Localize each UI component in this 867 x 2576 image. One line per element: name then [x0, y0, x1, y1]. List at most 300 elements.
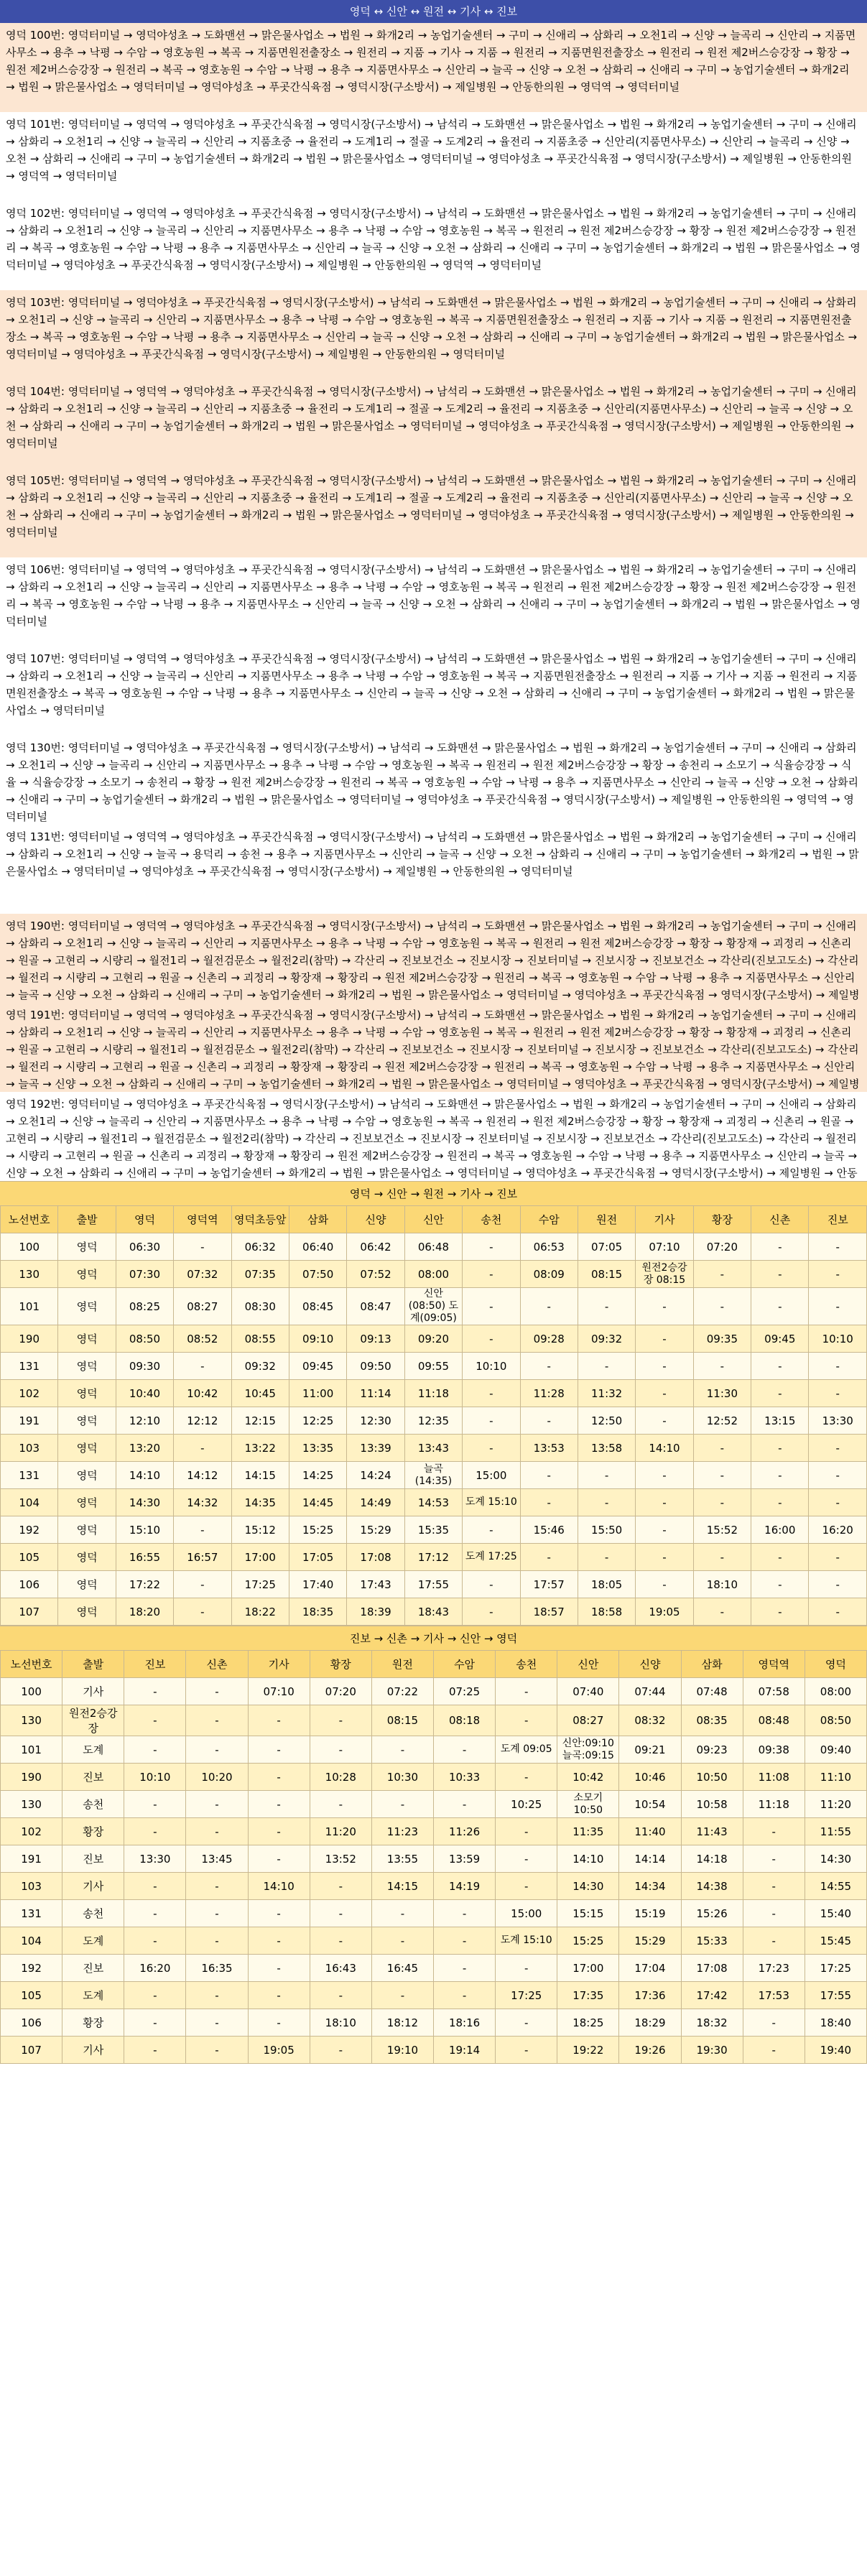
table-cell: - — [124, 1736, 186, 1764]
table-cell: - — [693, 1462, 751, 1489]
table-cell: 13:15 — [751, 1407, 809, 1435]
table-cell: 18:57 — [520, 1598, 578, 1626]
table-cell: 11:14 — [347, 1380, 404, 1407]
table-cell: 07:10 — [248, 1678, 310, 1705]
table-cell: 11:08 — [743, 1764, 805, 1791]
table-cell: 15:00 — [496, 1900, 557, 1927]
table-cell: 07:40 — [557, 1678, 619, 1705]
table-cell: 08:27 — [174, 1288, 231, 1325]
table-cell: 17:04 — [619, 1955, 681, 1982]
table-row — [1, 1736, 867, 1764]
table-cell: 07:20 — [693, 1233, 751, 1261]
table-cell: 15:50 — [578, 1516, 635, 1544]
table-cell: - — [693, 1288, 751, 1325]
table-cell: 10:42 — [174, 1380, 231, 1407]
table-cell: - — [248, 1927, 310, 1955]
column-header: 삼화 — [289, 1206, 346, 1233]
table-cell: 07:25 — [433, 1678, 495, 1705]
route-description: 영덕 105번: 영덕터미널 → 영덕역 → 영덕야성초 → 푸곳간식육점 → 영덕시장(구소방서) → 남석리 → 도화맨션 → 맑은물사업소 → 법원 → 화개2리 → 농업기술센터 → 구미 → 신애리 → 삼화리 → 오천1리 → 신양 → 늘곡리 → 신안리 → 지품초중 → 율전리 → 도계1리 → 절골 → 도계2리 → 율전리 → 지품초중 → 신안리(지품면사무소) → 신안리 → 늘곡 → 신양 → 오천 → 삼화리 → 신애리 → 구미 → 농업기술센터 → 화개2리 → 법원 → 맑은물사업소 → 영덕터미널 → 영덕야성초 → 푸곳간식육점 → 영덕시장(구소방서) → 제일병원 → 안동한의원 → 영덕터미널 — [0, 468, 867, 557]
table-cell: 18:10 — [693, 1571, 751, 1598]
table-cell: 14:45 — [289, 1489, 346, 1516]
table-cell: - — [743, 1873, 805, 1900]
column-header: 황장 — [693, 1206, 751, 1233]
table-cell: 12:35 — [404, 1407, 462, 1435]
route-description: 영덕 107번: 영덕터미널 → 영덕역 → 영덕야성초 → 푸곳간식육점 → 영덕시장(구소방서) → 남석리 → 도화맨션 → 맑은물사업소 → 법원 → 화개2리 → 농업기술센터 → 구미 → 신애리 → 삼화리 → 오천1리 → 신양 → 늘곡리 → 신안리 → 지품면사무소 → 용추 → 낙평 → 수암 → 영호농원 → 복곡 → 지품면원전출장소 → 원전리 → 지품 → 기사 → 지품 → 원전리 → 지품면원전출장소 → 복곡 → 영호농원 → 수암 → 낙평 → 용추 → 지품면사무소 → 신안리 → 늘곡 → 신양 → 오천 → 삼화리 → 신애리 → 구미 → 농업기술센터 → 화개2리 → 법원 → 맑은물사업소 → 영덕터미널 — [0, 647, 867, 736]
table-cell: - — [751, 1380, 809, 1407]
table-cell: 13:20 — [116, 1435, 173, 1462]
table-cell: - — [636, 1325, 693, 1353]
table-cell: 09:40 — [805, 1736, 866, 1764]
column-header: 영덕 — [116, 1206, 173, 1233]
table-cell: 13:58 — [578, 1435, 635, 1462]
table-cell: 09:38 — [743, 1736, 805, 1764]
table-cell: 10:42 — [557, 1764, 619, 1791]
table-cell: 10:25 — [496, 1791, 557, 1818]
table-cell: 18:29 — [619, 2009, 681, 2037]
column-header: 영덕역 — [174, 1206, 231, 1233]
table-cell: 14:35 — [231, 1489, 289, 1516]
table-row — [1, 1900, 867, 1927]
table-cell: - — [124, 1705, 186, 1736]
table-cell: 19:05 — [636, 1598, 693, 1626]
table-cell: 19:14 — [433, 2037, 495, 2064]
table-cell: 130 — [1, 1705, 62, 1736]
table-cell: 도계 15:10 — [496, 1927, 557, 1955]
table-cell: 100 — [1, 1678, 62, 1705]
table-cell: 13:30 — [809, 1407, 867, 1435]
table-cell: 13:45 — [186, 1845, 248, 1873]
table-cell: - — [578, 1288, 635, 1325]
table-cell: 106 — [1, 2009, 62, 2037]
table-cell: - — [433, 1927, 495, 1955]
table-cell: - — [809, 1544, 867, 1571]
table-cell: - — [693, 1598, 751, 1626]
table-cell: 19:30 — [681, 2037, 743, 2064]
table-cell: 17:25 — [805, 1955, 866, 1982]
table-cell: 진보 — [62, 1955, 124, 1982]
column-header: 영덕초등앞 — [231, 1206, 289, 1233]
table-cell: 15:35 — [404, 1516, 462, 1544]
column-header: 송천 — [496, 1651, 557, 1678]
table-row — [1, 2037, 867, 2064]
table-cell: - — [496, 1845, 557, 1873]
table-cell: 15:52 — [693, 1516, 751, 1544]
table-row — [1, 1927, 867, 1955]
table-cell: 14:18 — [681, 1845, 743, 1873]
table-row — [1, 1462, 867, 1489]
table-cell: 08:25 — [116, 1288, 173, 1325]
table-cell: 192 — [1, 1955, 62, 1982]
table-cell: 13:52 — [310, 1845, 371, 1873]
table-cell: - — [743, 1927, 805, 1955]
table-row — [1, 1845, 867, 1873]
table-cell: - — [743, 2009, 805, 2037]
table-cell: 10:58 — [681, 1791, 743, 1818]
column-header: 영덕 — [805, 1651, 866, 1678]
table-cell: 15:45 — [805, 1927, 866, 1955]
table-cell: 15:00 — [463, 1462, 520, 1489]
table-cell: 19:22 — [557, 2037, 619, 2064]
table-cell: 18:25 — [557, 2009, 619, 2037]
table-cell: 130 — [1, 1791, 62, 1818]
table-cell: 15:19 — [619, 1900, 681, 1927]
table-cell: - — [809, 1353, 867, 1380]
table-cell: 13:30 — [124, 1845, 186, 1873]
table-cell: - — [520, 1489, 578, 1516]
table-row — [1, 1516, 867, 1544]
table-cell: 영덕 — [58, 1288, 116, 1325]
table-cell: 15:12 — [231, 1516, 289, 1544]
table-cell: - — [743, 2037, 805, 2064]
table-cell: 08:27 — [557, 1705, 619, 1736]
table-cell: 10:10 — [809, 1325, 867, 1353]
table-cell: 늘곡(14:35) — [404, 1462, 462, 1489]
table-cell: 07:20 — [310, 1678, 371, 1705]
table-cell: - — [174, 1435, 231, 1462]
table-row — [1, 1353, 867, 1380]
table-cell: 08:30 — [231, 1288, 289, 1325]
table-cell: 영덕 — [58, 1571, 116, 1598]
table-row — [1, 1261, 867, 1288]
table-cell: 17:35 — [557, 1982, 619, 2009]
table-cell: 07:22 — [371, 1678, 433, 1705]
table-cell: 도계 15:10 — [463, 1489, 520, 1516]
table-cell: - — [743, 1818, 805, 1845]
column-header: 황장 — [310, 1651, 371, 1678]
column-header: 진보 — [124, 1651, 186, 1678]
table-cell: 07:58 — [743, 1678, 805, 1705]
table-cell: 16:45 — [371, 1955, 433, 1982]
table-cell: 도계 09:05 — [496, 1736, 557, 1764]
route-description: 영덕 131번: 영덕터미널 → 영덕역 → 영덕야성초 → 푸곳간식육점 → 영덕시장(구소방서) → 남석리 → 도화맨션 → 맑은물사업소 → 법원 → 화개2리 → 농업기술센터 → 구미 → 신애리 → 삼화리 → 오천1리 → 신양 → 늘곡 → 용덕리 → 송천 → 용추 → 지품면사무소 → 신안리 → 늘곡 → 신양 → 오천 → 삼화리 → 신애리 → 구미 → 농업기술센터 → 화개2리 → 법원 → 맑은물사업소 → 영덕터미널 → 영덕야성초 → 푸곳간식육점 → 영덕시장(구소방서) → 제일병원 → 안동한의원 → 영덕터미널 — [0, 825, 867, 914]
column-header: 진보 — [809, 1206, 867, 1233]
table-cell: 104 — [1, 1927, 62, 1955]
table-cell: 190 — [1, 1764, 62, 1791]
table-cell: 07:05 — [578, 1233, 635, 1261]
table-cell: 08:15 — [578, 1261, 635, 1288]
table-cell: - — [693, 1435, 751, 1462]
timetable-outbound — [0, 1205, 867, 1626]
table-cell: 107 — [1, 2037, 62, 2064]
table-cell: 18:05 — [578, 1571, 635, 1598]
table-cell: - — [433, 1982, 495, 2009]
table-cell: 14:10 — [248, 1873, 310, 1900]
table-cell: - — [433, 1900, 495, 1927]
table-cell: 13:35 — [289, 1435, 346, 1462]
table-cell: 08:15 — [371, 1705, 433, 1736]
table-cell: 소모기 10:50 — [557, 1791, 619, 1818]
table-cell: 16:43 — [310, 1955, 371, 1982]
column-header: 신촌 — [751, 1206, 809, 1233]
table-cell: 06:42 — [347, 1233, 404, 1261]
table-cell: - — [578, 1489, 635, 1516]
table-cell: - — [186, 2037, 248, 2064]
table-cell: - — [186, 2009, 248, 2037]
column-header: 출발 — [58, 1206, 116, 1233]
table-cell: 18:32 — [681, 2009, 743, 2037]
table-cell: - — [248, 1818, 310, 1845]
route-description: 영덕 130번: 영덕터미널 → 영덕야성초 → 푸곳간식육점 → 영덕시장(구소방서) → 남석리 → 도화맨션 → 맑은물사업소 → 법원 → 화개2리 → 농업기술센터 → 구미 → 신애리 → 삼화리 → 오천1리 → 신양 → 늘곡리 → 신안리 → 지품면사무소 → 용추 → 낙평 → 수암 → 영호농원 → 복곡 → 원전리 → 원전 제2버스승강장 → 황장 → 송천리 → 소모기 → 식율승강장 → 식율 → 식율승강장 → 소모기 → 송천리 → 황장 → 원전 제2버스승강장 → 원전리 → 복곡 → 영호농원 → 수암 → 낙평 → 용추 → 지품면사무소 → 신안리 → 늘곡 → 신양 → 오천 → 삼화리 → 신애리 → 구미 → 농업기술센터 → 화개2리 → 법원 → 맑은물사업소 → 영덕터미널 → 영덕야성초 → 푸곳간식육점 → 영덕시장(구소방서) → 제일병원 → 안동한의원 → 영덕역 → 영덕터미널 — [0, 736, 867, 825]
table-cell: 10:28 — [310, 1764, 371, 1791]
table-cell: - — [463, 1261, 520, 1288]
column-header: 수암 — [433, 1651, 495, 1678]
table-cell: 15:26 — [681, 1900, 743, 1927]
table-cell: 18:20 — [116, 1598, 173, 1626]
table-cell: - — [186, 1678, 248, 1705]
table-cell: 11:26 — [433, 1818, 495, 1845]
table-cell: 09:35 — [693, 1325, 751, 1353]
column-header: 신안 — [404, 1206, 462, 1233]
table-cell: 14:19 — [433, 1873, 495, 1900]
table-cell: - — [310, 1705, 371, 1736]
table-cell: - — [433, 1791, 495, 1818]
table-cell: - — [751, 1261, 809, 1288]
table-cell: - — [371, 1736, 433, 1764]
table-cell: - — [743, 1845, 805, 1873]
table-cell: 17:55 — [404, 1571, 462, 1598]
table-cell: - — [248, 1705, 310, 1736]
table-cell: 192 — [1, 1516, 58, 1544]
table-cell: 102 — [1, 1380, 58, 1407]
table-cell: 06:53 — [520, 1233, 578, 1261]
table-cell: - — [809, 1598, 867, 1626]
table-cell: 17:55 — [805, 1982, 866, 2009]
table-cell: 18:16 — [433, 2009, 495, 2037]
table-cell: 19:26 — [619, 2037, 681, 2064]
table-cell: - — [520, 1407, 578, 1435]
table-cell: - — [186, 1736, 248, 1764]
timetable-inbound — [0, 1650, 867, 2064]
table-cell: 14:14 — [619, 1845, 681, 1873]
table-cell: - — [809, 1571, 867, 1598]
table-cell: 08:50 — [805, 1705, 866, 1736]
table-row — [1, 2009, 867, 2037]
table-cell: 102 — [1, 1818, 62, 1845]
table-cell: 18:58 — [578, 1598, 635, 1626]
table-cell: 12:12 — [174, 1407, 231, 1435]
column-header: 송천 — [463, 1206, 520, 1233]
table-cell: - — [636, 1380, 693, 1407]
table-cell: 18:39 — [347, 1598, 404, 1626]
table-cell: 06:32 — [231, 1233, 289, 1261]
table-cell: 09:32 — [231, 1353, 289, 1380]
table-row — [1, 1288, 867, 1325]
route-list — [0, 23, 867, 1181]
table-cell: - — [124, 1791, 186, 1818]
table-cell: 14:15 — [371, 1873, 433, 1900]
table-cell: 08:18 — [433, 1705, 495, 1736]
table-cell: - — [463, 1516, 520, 1544]
table-cell: 17:36 — [619, 1982, 681, 2009]
table-row — [1, 1571, 867, 1598]
table-cell: - — [371, 1791, 433, 1818]
table-cell: 영덕 — [58, 1435, 116, 1462]
table-cell: 영덕 — [58, 1353, 116, 1380]
table-cell: - — [310, 1873, 371, 1900]
table-cell: - — [248, 1982, 310, 2009]
table-cell: 14:30 — [557, 1873, 619, 1900]
table-cell: - — [310, 1900, 371, 1927]
table-cell: 10:50 — [681, 1764, 743, 1791]
table-cell: 12:25 — [289, 1407, 346, 1435]
table-cell: - — [751, 1288, 809, 1325]
table-cell: 07:10 — [636, 1233, 693, 1261]
table-cell: 12:52 — [693, 1407, 751, 1435]
table-cell: 10:30 — [371, 1764, 433, 1791]
table-cell: - — [751, 1598, 809, 1626]
table-cell: - — [496, 1678, 557, 1705]
route-description: 영덕 191번: 영덕터미널 → 영덕역 → 영덕야성초 → 푸곳간식육점 → 영덕시장(구소방서) → 남석리 → 도화맨션 → 맑은물사업소 → 법원 → 화개2리 → 농업기술센터 → 구미 → 신애리 → 삼화리 → 오천1리 → 신양 → 늘곡리 → 신안리 → 지품면사무소 → 용추 → 낙평 → 수암 → 영호농원 → 복곡 → 원전리 → 원전 제2버스승강장 → 황장 → 황장재 → 괴정리 → 신촌리 → 원골 → 고현리 → 시량리 → 월전1리 → 월전검문소 → 월전2리(참막) → 각산리 → 진보보건소 → 진보시장 → 진보터미널 → 진보시장 → 진보보건소 → 각산리(진보고도소) → 각산리 → 월전리 → 시량리 → 고현리 → 원골 → 신촌리 → 괴정리 → 황장재 → 황장리 → 원전 제2버스승강장 → 원전리 → 복곡 → 영호농원 → 수암 → 낙평 → 용추 → 지품면사무소 → 신안리 → 늘곡 → 신양 → 오천 → 삼화리 → 신애리 → 구미 → 농업기술센터 → 화개2리 → 법원 → 맑은물사업소 → 영덕터미널 → 영덕야성초 → 푸곳간식육점 → 영덕시장(구소방서) → 제일병 — [0, 1003, 867, 1092]
table-cell: 16:55 — [116, 1544, 173, 1571]
table-cell: - — [496, 2009, 557, 2037]
table-cell: - — [693, 1544, 751, 1571]
table-cell: - — [248, 1736, 310, 1764]
table-cell: - — [809, 1261, 867, 1288]
table-cell: 100 — [1, 1233, 58, 1261]
column-header: 신안 — [557, 1651, 619, 1678]
table-cell: 기사 — [62, 1678, 124, 1705]
table-cell: 16:20 — [809, 1516, 867, 1544]
table-cell: 08:47 — [347, 1288, 404, 1325]
table-cell: - — [693, 1261, 751, 1288]
table-cell: 103 — [1, 1435, 58, 1462]
table-cell: - — [124, 1927, 186, 1955]
table-cell: 15:46 — [520, 1516, 578, 1544]
table-cell: - — [636, 1407, 693, 1435]
table-cell: 10:45 — [231, 1380, 289, 1407]
table-cell: 19:40 — [805, 2037, 866, 2064]
table2-title: 진보 → 신촌 → 기사 → 신안 → 영덕 — [0, 1626, 867, 1650]
table-cell: 17:43 — [347, 1571, 404, 1598]
table-cell: - — [520, 1288, 578, 1325]
table-cell: 11:20 — [805, 1791, 866, 1818]
table-cell: 16:35 — [186, 1955, 248, 1982]
table-cell: 영덕 — [58, 1233, 116, 1261]
table-cell: 13:53 — [520, 1435, 578, 1462]
table-cell: 11:35 — [557, 1818, 619, 1845]
table-cell: 14:10 — [636, 1435, 693, 1462]
table-cell: 130 — [1, 1261, 58, 1288]
table-cell: 131 — [1, 1353, 58, 1380]
table-cell: 12:50 — [578, 1407, 635, 1435]
table-cell: 09:45 — [289, 1353, 346, 1380]
table-cell: 101 — [1, 1736, 62, 1764]
table-cell: - — [310, 1736, 371, 1764]
table-cell: 10:20 — [186, 1764, 248, 1791]
table-row — [1, 1791, 867, 1818]
table-cell: 15:15 — [557, 1900, 619, 1927]
table-cell: - — [496, 2037, 557, 2064]
table-cell: 17:40 — [289, 1571, 346, 1598]
column-header: 노선번호 — [1, 1651, 62, 1678]
table-cell: 15:25 — [289, 1516, 346, 1544]
table-cell: 08:32 — [619, 1705, 681, 1736]
route-description: 영덕 190번: 영덕터미널 → 영덕역 → 영덕야성초 → 푸곳간식육점 → 영덕시장(구소방서) → 남석리 → 도화맨션 → 맑은물사업소 → 법원 → 화개2리 → 농업기술센터 → 구미 → 신애리 → 삼화리 → 오천1리 → 신양 → 늘곡리 → 신안리 → 지품면사무소 → 용추 → 낙평 → 수암 → 영호농원 → 복곡 → 원전리 → 원전 제2버스승강장 → 황장 → 황장재 → 괴정리 → 신촌리 → 원골 → 고현리 → 시량리 → 월전1리 → 월전검문소 → 월전2리(참막) → 각산리 → 진보보건소 → 진보시장 → 진보터미널 → 진보시장 → 진보보건소 → 각산리(진보고도소) → 각산리 → 월전리 → 시량리 → 고현리 → 원골 → 신촌리 → 괴정리 → 황장재 → 황장리 → 원전 제2버스승강장 → 원전리 → 복곡 → 영호농원 → 수암 → 낙평 → 용추 → 지품면사무소 → 신안리 → 늘곡 → 신양 → 오천 → 삼화리 → 신애리 → 구미 → 농업기술센터 → 화개2리 → 법원 → 맑은물사업소 → 영덕터미널 → 영덕야성초 → 푸곳간식육점 → 영덕시장(구소방서) → 제일병 — [0, 914, 867, 1003]
table-cell: 09:13 — [347, 1325, 404, 1353]
table-cell: 10:10 — [463, 1353, 520, 1380]
table-cell: 기사 — [62, 2037, 124, 2064]
table-cell: - — [751, 1353, 809, 1380]
table-cell: - — [693, 1353, 751, 1380]
table-cell: 도계 17:25 — [463, 1544, 520, 1571]
table-cell: 영덕 — [58, 1489, 116, 1516]
table-cell: - — [248, 1764, 310, 1791]
column-header: 신양 — [347, 1206, 404, 1233]
table-cell: - — [496, 1818, 557, 1845]
table-cell: 12:10 — [116, 1407, 173, 1435]
table-cell: - — [636, 1462, 693, 1489]
table-row — [1, 1818, 867, 1845]
table-cell: - — [809, 1489, 867, 1516]
table-cell: 08:45 — [289, 1288, 346, 1325]
table-cell: 14:55 — [805, 1873, 866, 1900]
table-cell: 11:32 — [578, 1380, 635, 1407]
table-cell: 15:29 — [347, 1516, 404, 1544]
column-header: 노선번호 — [1, 1206, 58, 1233]
table-cell: 17:25 — [496, 1982, 557, 2009]
table-cell: 14:15 — [231, 1462, 289, 1489]
table-cell: 18:10 — [310, 2009, 371, 2037]
table-cell: - — [743, 1900, 805, 1927]
table-cell: 11:28 — [520, 1380, 578, 1407]
table-cell: 11:55 — [805, 1818, 866, 1845]
table-cell: 09:28 — [520, 1325, 578, 1353]
table-cell: - — [751, 1571, 809, 1598]
table-cell: 17:08 — [347, 1544, 404, 1571]
table-cell: 06:48 — [404, 1233, 462, 1261]
table-cell: 11:43 — [681, 1818, 743, 1845]
table-cell: - — [433, 1955, 495, 1982]
column-header: 원전 — [371, 1651, 433, 1678]
table-cell: 14:32 — [174, 1489, 231, 1516]
table-cell: - — [636, 1353, 693, 1380]
table-cell: 06:40 — [289, 1233, 346, 1261]
route-description: 영덕 102번: 영덕터미널 → 영덕역 → 영덕야성초 → 푸곳간식육점 → 영덕시장(구소방서) → 남석리 → 도화맨션 → 맑은물사업소 → 법원 → 화개2리 → 농업기술센터 → 구미 → 신애리 → 삼화리 → 오천1리 → 신양 → 늘곡리 → 신안리 → 지품면사무소 → 용추 → 낙평 → 수암 → 영호농원 → 복곡 → 원전리 → 원전 제2버스승강장 → 황장 → 원전 제2버스승강장 → 원전리 → 복곡 → 영호농원 → 수암 → 낙평 → 용추 → 지품면사무소 → 신안리 → 늘곡 → 신양 → 오천 → 삼화리 → 신애리 → 구미 → 농업기술센터 → 화개2리 → 법원 → 맑은물사업소 → 영덕터미널 → 영덕야성초 → 푸곳간식육점 → 영덕시장(구소방서) → 제일병원 → 안동한의원 → 영덕역 → 영덕터미널 — [0, 201, 867, 290]
table-cell: 09:23 — [681, 1736, 743, 1764]
table-cell: 10:33 — [433, 1764, 495, 1791]
column-header: 출발 — [62, 1651, 124, 1678]
table-cell: 08:48 — [743, 1705, 805, 1736]
table-cell: 14:30 — [116, 1489, 173, 1516]
table-cell: 08:35 — [681, 1705, 743, 1736]
table-cell: - — [636, 1288, 693, 1325]
table-cell: 18:35 — [289, 1598, 346, 1626]
table-cell: 11:00 — [289, 1380, 346, 1407]
table-cell: - — [124, 1818, 186, 1845]
table-cell: - — [578, 1353, 635, 1380]
table-cell: - — [248, 2009, 310, 2037]
route-description: 영덕 100번: 영덕터미널 → 영덕야성초 → 도화맨션 → 맑은물사업소 → 법원 → 화개2리 → 농업기술센터 → 구미 → 신애리 → 삼화리 → 오천1리 → 신양 → 늘곡리 → 신안리 → 지품면사무소 → 용추 → 낙평 → 수암 → 영호농원 → 복곡 → 지품면원전출장소 → 원전리 → 지품 → 기사 → 지품 → 원전리 → 지품면원전출장소 → 원전리 → 원전 제2버스승강장 → 황장 → 원전 제2버스승강장 → 원전리 → 복곡 → 영호농원 → 수암 → 낙평 → 용추 → 지품면사무소 → 신안리 → 늘곡 → 신양 → 오천 → 삼화리 → 신애리 → 구미 → 농업기술센터 → 화개2리 → 법원 → 맑은물사업소 → 영덕터미널 → 영덕야성초 → 푸곳간식육점 → 영덕시장(구소방서) → 제일병원 → 안동한의원 → 영덕역 → 영덕터미널 — [0, 23, 867, 112]
table-cell: 07:30 — [116, 1261, 173, 1288]
table-cell: 11:30 — [693, 1380, 751, 1407]
table-cell: 영덕 — [58, 1325, 116, 1353]
column-header: 기사 — [248, 1651, 310, 1678]
table-cell: 송천 — [62, 1791, 124, 1818]
table-cell: - — [186, 1818, 248, 1845]
table-cell: 07:48 — [681, 1678, 743, 1705]
table-cell: - — [520, 1462, 578, 1489]
table-cell: 11:40 — [619, 1818, 681, 1845]
column-header: 삼화 — [681, 1651, 743, 1678]
table-cell: 14:10 — [557, 1845, 619, 1873]
table-cell: - — [174, 1516, 231, 1544]
table-cell: 영덕 — [58, 1598, 116, 1626]
table-cell: 101 — [1, 1288, 58, 1325]
table-cell: 13:43 — [404, 1435, 462, 1462]
table-cell: 영덕 — [58, 1407, 116, 1435]
table-cell: 11:18 — [404, 1380, 462, 1407]
table-cell: 기사 — [62, 1873, 124, 1900]
